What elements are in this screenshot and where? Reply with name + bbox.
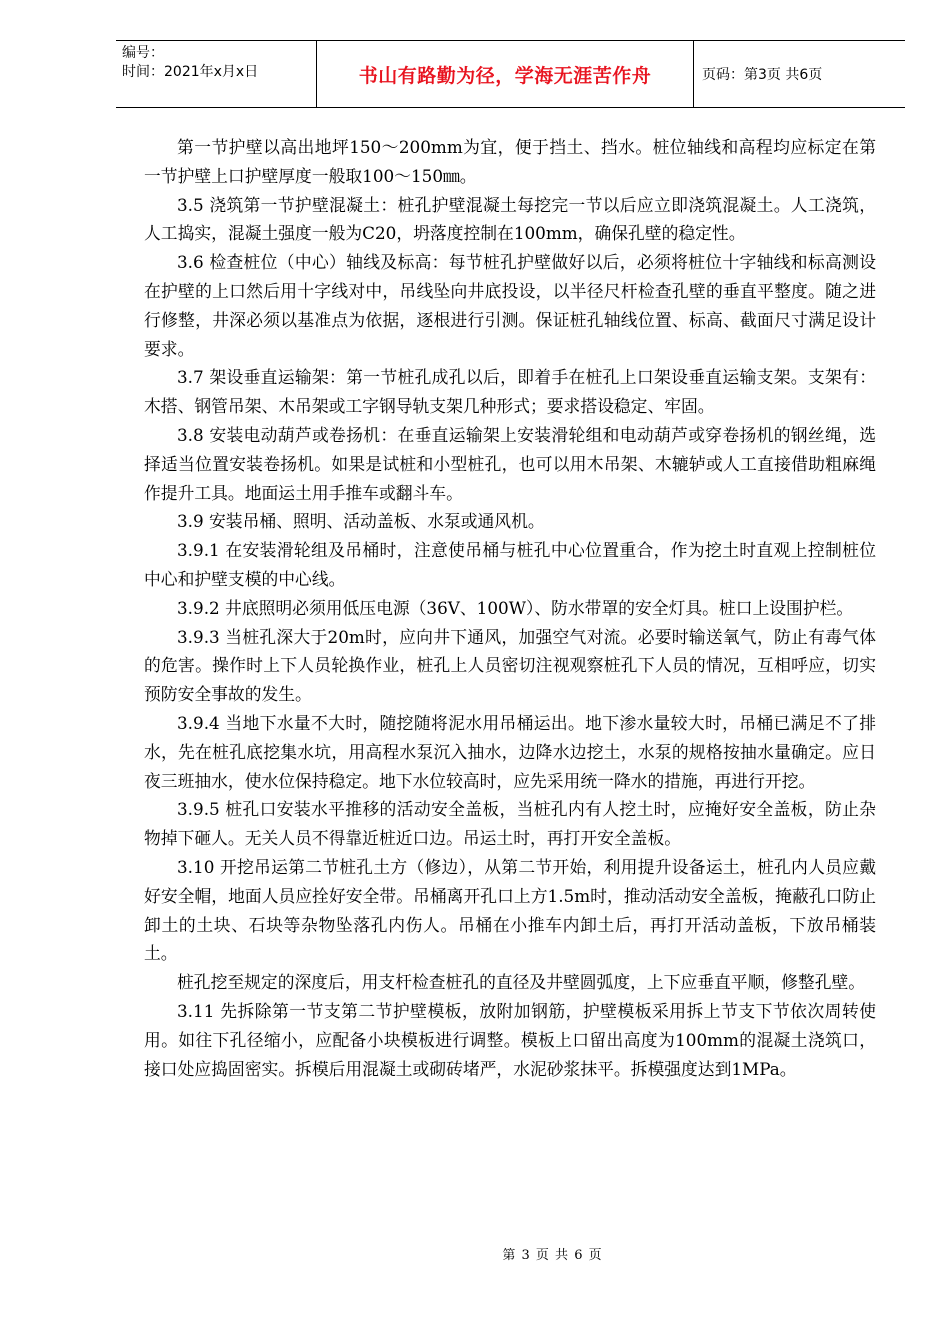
- header-motto-cell: [316, 41, 694, 107]
- paragraph: 第一节护壁以高出地坪150～200mm为宜，便于挡土、挡水。桩位轴线和高程均应标定在第一节护壁上口护壁厚度一般取100～150㎜。: [144, 137, 876, 186]
- header-meta: [116, 41, 316, 107]
- paragraph: 桩孔挖至规定的深度后，用支杆检查桩孔的直径及井壁圆弧度，上下应垂直平顺，修整孔壁。: [177, 972, 866, 993]
- paragraph-3-11: 3.11 先拆除第一节支第二节护壁模板，放附加钢筋，护壁模板采用拆上节支下节依次周转使用。如往下孔径缩小，应配备小块模板进行调整。模板上口留出高度为100mm的混凝土浇筑口，接口处应捣固密实。拆模后用混凝土或砌砖堵严，水泥砂浆抹平。拆模强度达到1MPa。: [144, 1000, 876, 1079]
- paragraph-3-10: 3.10 开挖吊运第二节桩孔土方（修边），从第二节开始，利用提升设备运土，桩孔内人员应戴好安全帽，地面人员应拴好安全带。吊桶离开孔口上方1.5m时，推动活动安全盖板，掩蔽孔口防止卸土的土块、石块等杂物坠落孔内伤人。吊桶在小推车内卸土后，再打开活动盖板，下放吊桶装土。: [144, 856, 876, 964]
- document-time-label: 时间：2021年x月x日: [122, 64, 259, 80]
- footer-page-number: 第 3 页 共 6 页: [502, 1248, 603, 1263]
- header-motto: 书山有路勤为径，学海无涯苦作舟: [358, 64, 652, 87]
- header-page-cell: [694, 41, 905, 107]
- paragraph-3-9-3: 3.9.3 当桩孔深大于20m时，应向井下通风，加强空气对流。必要时输送氧气，防止有毒气体的危害。操作时上下人员轮换作业，桩孔上人员密切注视观察桩孔下人员的情况，互相呼应，切实预防安全事故的发生。: [144, 626, 876, 705]
- paragraph-3-7: 3.7 架设垂直运输架：第一节桩孔成孔以后，即着手在桩孔上口架设垂直运输支架。支架有：木搭、钢管吊架、木吊架或工字钢导轨支架几种形式；要求搭设稳定、牢固。: [144, 367, 876, 417]
- page-footer: [0, 1244, 950, 1263]
- document-body: [144, 133, 876, 1083]
- paragraph-3-9: 3.9 安装吊桶、照明、活动盖板、水泵或通风机。: [177, 511, 545, 532]
- paragraph-3-5: 3.5 浇筑第一节护壁混凝土：桩孔护壁混凝土每挖完一节以后应立即浇筑混凝土。人工浇筑，人工捣实，混凝土强度一般为C20，坍落度控制在100mm，确保孔壁的稳定性。: [144, 194, 876, 244]
- document-number-label: 编号：: [122, 45, 164, 61]
- paragraph-3-9-2: 3.9.2 井底照明必须用低压电源（36V、100W）、防水带罩的安全灯具。桩口上设围护栏。: [177, 597, 854, 618]
- paragraph-3-9-5: 3.9.5 桩孔口安装水平推移的活动安全盖板，当桩孔内有人挖土时，应掩好安全盖板，防止杂物掉下砸人。无关人员不得靠近桩近口边。吊运土时，再打开安全盖板。: [144, 799, 876, 849]
- paragraph-3-8: 3.8 安装电动葫芦或卷扬机：在垂直运输架上安装滑轮组和电动葫芦或穿卷扬机的钢丝绳，选择适当位置安装卷扬机。如果是试桩和小型桩孔，也可以用木吊架、木辘轳或人工直接借助粗麻绳作提升工具。地面运土用手推车或翻斗车。: [144, 424, 876, 503]
- page-header: [116, 40, 905, 108]
- paragraph-3-6: 3.6 检查桩位（中心）轴线及标高：每节桩孔护壁做好以后，必须将桩位十字轴线和标高测设在护壁的上口然后用十字线对中，吊线坠向井底投设，以半径尺杆检查孔壁的垂直平整度。随之进行修整，井深必须以基准点为依据，逐根进行引测。保证桩孔轴线位置、标高、截面尺寸满足设计要求。: [144, 252, 876, 359]
- paragraph-3-9-4: 3.9.4 当地下水量不大时，随挖随将泥水用吊桶运出。地下渗水量较大时，吊桶已满足不了排水，先在桩孔底挖集水坑，用高程水泵沉入抽水，边降水边挖土，水泵的规格按抽水量确定。应日夜三班抽水，使水位保持稳定。地下水位较高时，应先采用统一降水的措施，再进行开挖。: [144, 712, 876, 791]
- paragraph-3-9-1: 3.9.1 在安装滑轮组及吊桶时，注意使吊桶与桩孔中心位置重合，作为挖土时直观上控制桩位中心和护壁支模的中心线。: [144, 540, 876, 589]
- header-page-info: 页码：第3页 共6页: [702, 67, 823, 83]
